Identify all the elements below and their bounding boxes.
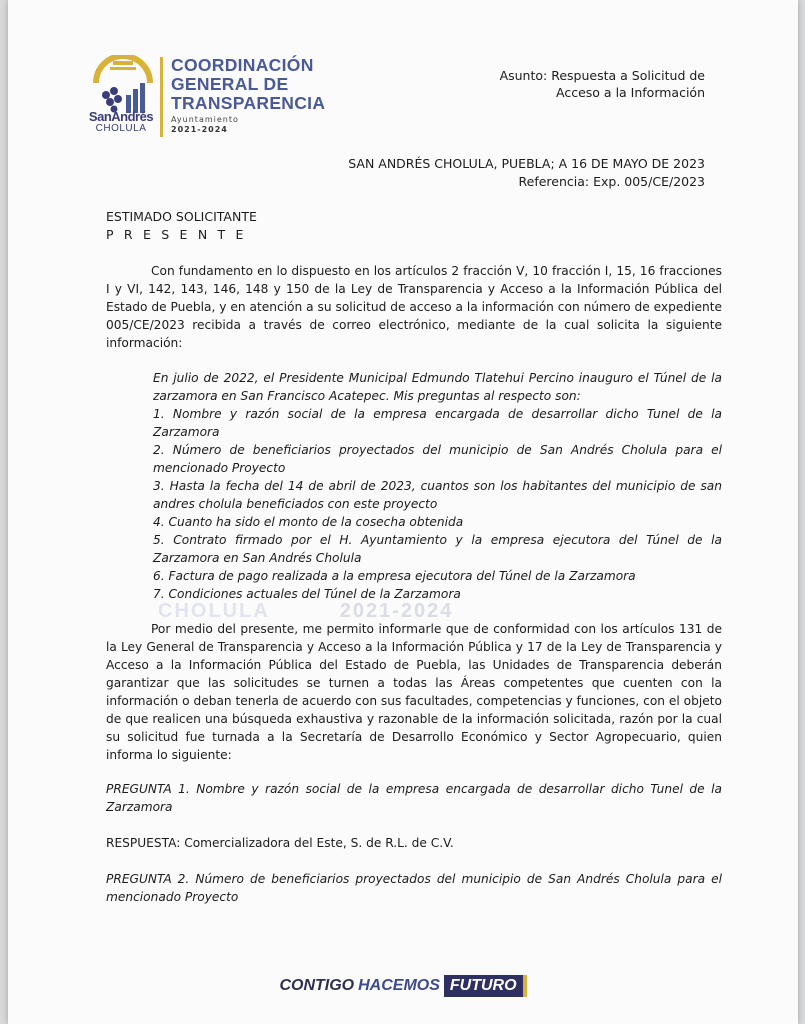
request-item-1: 1. Nombre y razón social de la empresa encargada de desarrollar dicho Tunel de la Zarzamora xyxy=(153,407,722,439)
watermark-years: 2021-2024 xyxy=(339,600,454,622)
request-intro: En julio de 2022, el Presidente Municipal Edmundo Tlatehui Percino inauguro el Túnel de la zarzamora en San Francisco Acatepec. Mis preguntas al respecto son: xyxy=(153,371,722,403)
slogan-word-2: HACEMOS xyxy=(358,977,440,994)
asunto-block xyxy=(500,67,705,101)
paragraph-response-basis: Por medio del presente, me permito informarle que de conformidad con los artículos 131 de la Ley General de Transparencia y Acceso a la Información Pública y 17 de la Ley de Transparencia y Acceso a la Información Pública del Estado de Puebla, las Unidades de Transparencia deberán garantizar que las solicitudes se turnen a todas las Áreas competentes que cuenten con la información o deban tenerla de acuerdo con sus facultades, competencias y funciones, con el objeto de que realicen una búsqueda exhaustiva y razonable de la información solicitada, razón por la cual su solicitud fue turnada a la Secretaría de Desarrollo Económico y Sector Agropecuario, quien informa lo siguiente: xyxy=(106,622,722,762)
logo-brand-name: SanAndrés xyxy=(88,109,154,124)
salutation-line-1: ESTIMADO SOLICITANTE xyxy=(106,209,257,224)
asunto-line-2: Acceso a la Información xyxy=(556,85,705,100)
salutation xyxy=(106,208,257,244)
request-item-6: 6. Factura de pago realizada a la empresa ejecutora del Túnel de la Zarzamora xyxy=(153,569,636,583)
coordination-subtitle: Ayuntamiento xyxy=(171,115,239,124)
slogan-word-1: CONTIGO xyxy=(279,977,355,994)
question-2: PREGUNTA 2. Número de beneficiarios proyectados del municipio de San Andrés Cholula para el mencionado Proyecto xyxy=(106,872,722,904)
question-1: PREGUNTA 1. Nombre y razón social de la empresa encargada de desarrollar dicho Tunel de la Zarzamora xyxy=(106,782,722,814)
request-item-5: 5. Contrato firmado por el H. Ayuntamiento y la empresa ejecutora del Túnel de la Zarzamora en San Andrés Cholula xyxy=(153,533,722,565)
footer-slogan xyxy=(8,975,798,997)
request-item-3: 3. Hasta la fecha del 14 de abril de 2023, cuantos son los habitantes del municipio de san andres cholula beneficiados con este proyecto xyxy=(153,479,722,511)
coordination-title: COORDINACIÓN GENERAL DE TRANSPARENCIA xyxy=(171,55,326,113)
coordination-years: 2021-2024 xyxy=(171,125,228,134)
request-quote xyxy=(153,369,722,603)
logo-brand-city: CHOLULA xyxy=(95,123,147,134)
salutation-line-2: P R E S E N T E xyxy=(106,227,247,242)
slogan-word-3: FUTURO xyxy=(444,975,527,997)
paragraph-legal-basis: Con fundamento en lo dispuesto en los artículos 2 fracción V, 10 fracción I, 15, 16 fracciones I y VI, 142, 143, 146, 148 y 150 de la Ley de Transparencia y Acceso a la Información Pública del Estado de Puebla, y en atención a su solicitud de acceso a la información con número de expediente 005/CE/2023 recibida a través de correo electrónico, mediante de la cual solicita la siguiente información: xyxy=(106,264,722,350)
document-page xyxy=(8,0,798,1024)
date-reference-block xyxy=(348,155,705,191)
asunto-line-1: Asunto: Respuesta a Solicitud de xyxy=(499,68,705,83)
answer-1: RESPUESTA: Comercializadora del Este, S. de R.L. de C.V. xyxy=(106,836,454,850)
request-item-7: 7. Condiciones actuales del Túnel de la Zarzamora xyxy=(153,587,461,601)
request-item-4: 4. Cuanto ha sido el monto de la cosecha obtenida xyxy=(153,515,464,529)
logo-divider xyxy=(160,57,163,137)
place-date: SAN ANDRÉS CHOLULA, PUEBLA; A 16 DE MAYO DE 2023 xyxy=(348,156,705,171)
request-item-2: 2. Número de beneficiarios proyectados del municipio de San Andrés Cholula para el mencionado Proyecto xyxy=(153,443,722,475)
reference-number: Referencia: Exp. 005/CE/2023 xyxy=(518,174,705,189)
watermark-text: CHOLULA xyxy=(158,600,270,622)
